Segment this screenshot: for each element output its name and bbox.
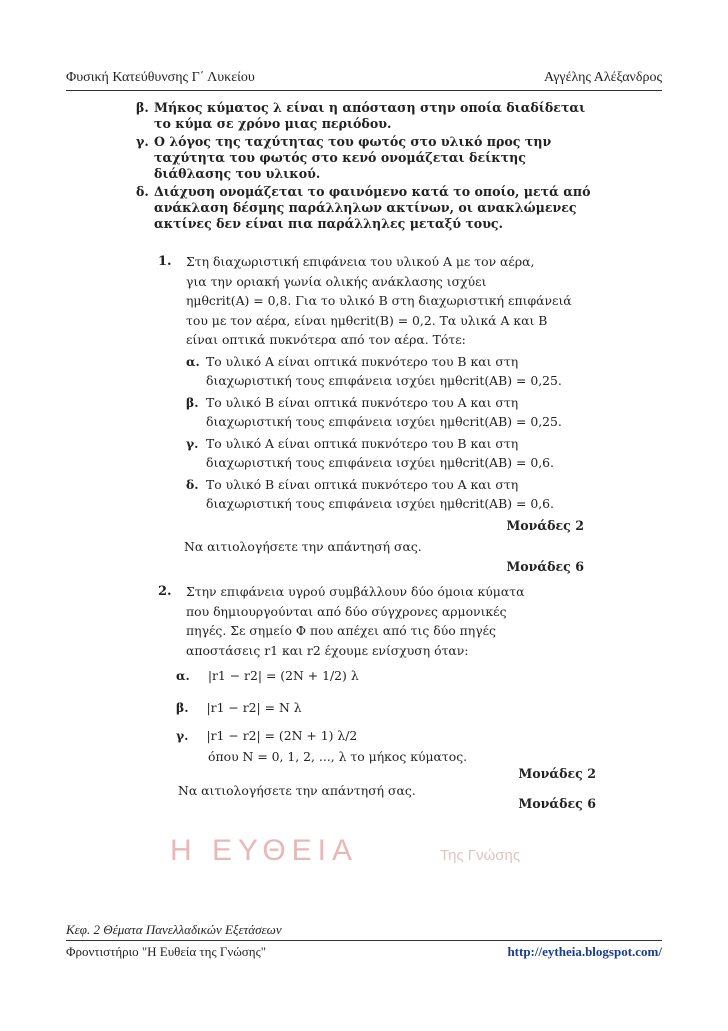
option-a [186,352,584,391]
footer-chapter-text: Κεφ. 2 Θέματα Πανελλαδικών Εξετάσεων [66,922,282,937]
option-label: δ. [186,476,199,492]
header-subject: Φυσική Κατεύθυνσης Γ΄ Λυκείου [66,70,255,85]
watermark-logo [170,832,560,868]
option-label: β. [186,394,199,410]
option-text: διαχωριστική τους επιφάνεια ισχύει ημθcrit(AB) = 0,6. [206,455,554,470]
question-line: ημθcrit(A) = 0,8. Για το υλικό Β στη διαχωριστική επιφάνειά [186,293,572,308]
option-text: διαχωριστική τους επιφάνεια ισχύει ημθcrit(AB) = 0,25. [206,373,562,388]
marks-label: Μονάδες 2 [518,766,596,781]
question-line: του με τον αέρα, είναι ημθcrit(B) = 0,2. Τα υλικά Α και Β [186,312,548,328]
definition-gamma [136,134,606,182]
option-label: γ. [176,728,189,743]
footer-link[interactable]: http://eytheia.blogspot.com/ [507,944,662,959]
justify-instruction: Να αιτιολογήσετε την απάντησή σας. [184,539,422,554]
option-c [186,434,584,473]
question-line: για την οριακή γωνία ολικής ανάκλασης ισχύει [186,273,487,289]
formula: |r1 − r2| = (2N + 1) λ/2 [206,728,358,743]
option-label: α. [186,353,200,369]
definition-label: β. [136,100,149,115]
option-text: Το υλικό Β είναι οπτικά πυκνότερο του Α και στη [206,394,519,410]
formula: |r1 − r2| = (2N + 1/2) λ [207,668,359,683]
definition-beta [136,100,606,132]
option-text: διαχωριστική τους επιφάνεια ισχύει ημθcrit(AB) = 0,6. [206,496,554,511]
option-a [176,668,359,683]
question-line: Στην επιφάνεια υγρού συμβάλλουν δύο όμοια κύματα [186,584,525,599]
question-2 [186,582,584,660]
watermark-main: Η ΕΥΘΕΙΑ [170,834,359,867]
definition-label: γ. [136,134,149,149]
option-d [186,475,584,514]
definition-text: Ο λόγος της ταχύτητας του φωτός στο υλικό προς την ταχύτητα του φωτός στο κενό ονομάζεται δείκτης διάθλασης του υλικού. [154,134,552,181]
question-line: αποστάσεις r1 και r2 έχουμε ενίσχυση όταν: [186,642,469,658]
marks-label: Μονάδες 2 [506,517,584,533]
question-line: Στη διαχωριστική επιφάνεια του υλικού Α με τον αέρα, [186,254,535,269]
question-line: που δημιουργούνται από δύο σύγχρονες αρμονικές [186,603,507,619]
definition-delta [136,184,606,232]
footer-chapter [66,922,662,941]
marks-label: Μονάδες 6 [518,796,596,811]
option-label: α. [176,668,190,683]
watermark-sub: Της Γνώσης [440,847,521,864]
definitions-block [136,100,606,232]
page-header [66,66,662,91]
marks-label: Μονάδες 6 [506,558,584,574]
option-text: Το υλικό Α είναι οπτικά πυκνότερο του Β και στη [206,435,519,451]
definition-label: δ. [136,184,149,199]
question-line: είναι οπτικά πυκνότερα από τον αέρα. Τότε: [186,332,466,347]
question-line: πηγές. Σε σημείο Φ που απέχει από τις δύο πηγές [186,623,496,638]
header-author: Αγγέλης Αλέξανδρος [544,70,662,85]
definition-text: Μήκος κύματος λ είναι η απόσταση στην οποία διαδίδεται το κύμα σε χρόνο μιας περιόδου. [154,100,586,131]
page-footer [66,944,662,960]
watermark-graphic [170,832,560,868]
question-number: 1. [158,254,172,269]
question-1 [186,252,584,576]
question-number: 2. [158,584,172,599]
option-b [186,393,584,432]
option-text: Το υλικό Β είναι οπτικά πυκνότερο του Α και στη [206,476,519,492]
option-label: β. [176,700,189,715]
definition-text: Διάχυση ονομάζεται το φαινόμενο κατά το οποίο, μετά από ανάκλαση δέσμης παράλληλων ακτίνων, οι ανακλώμενες ακτίνες δεν είναι πια παράλληλες μεταξύ τους. [154,184,591,231]
footer-school: Φροντιστήριο "Η Ευθεία της Γνώσης" [66,944,267,959]
option-label: γ. [186,435,199,451]
option-text: Το υλικό Α είναι οπτικά πυκνότερο του Β και στη [206,353,519,369]
formula: |r1 − r2| = N λ [206,700,302,715]
option-c [176,728,357,743]
justify-instruction: Να αιτιολογήσετε την απάντησή σας. [178,783,416,798]
option-b [176,700,302,715]
option-text: διαχωριστική τους επιφάνεια ισχύει ημθcrit(AB) = 0,25. [206,414,562,429]
where-note: όπου N = 0, 1, 2, ..., λ το μήκος κύματος. [208,749,468,764]
